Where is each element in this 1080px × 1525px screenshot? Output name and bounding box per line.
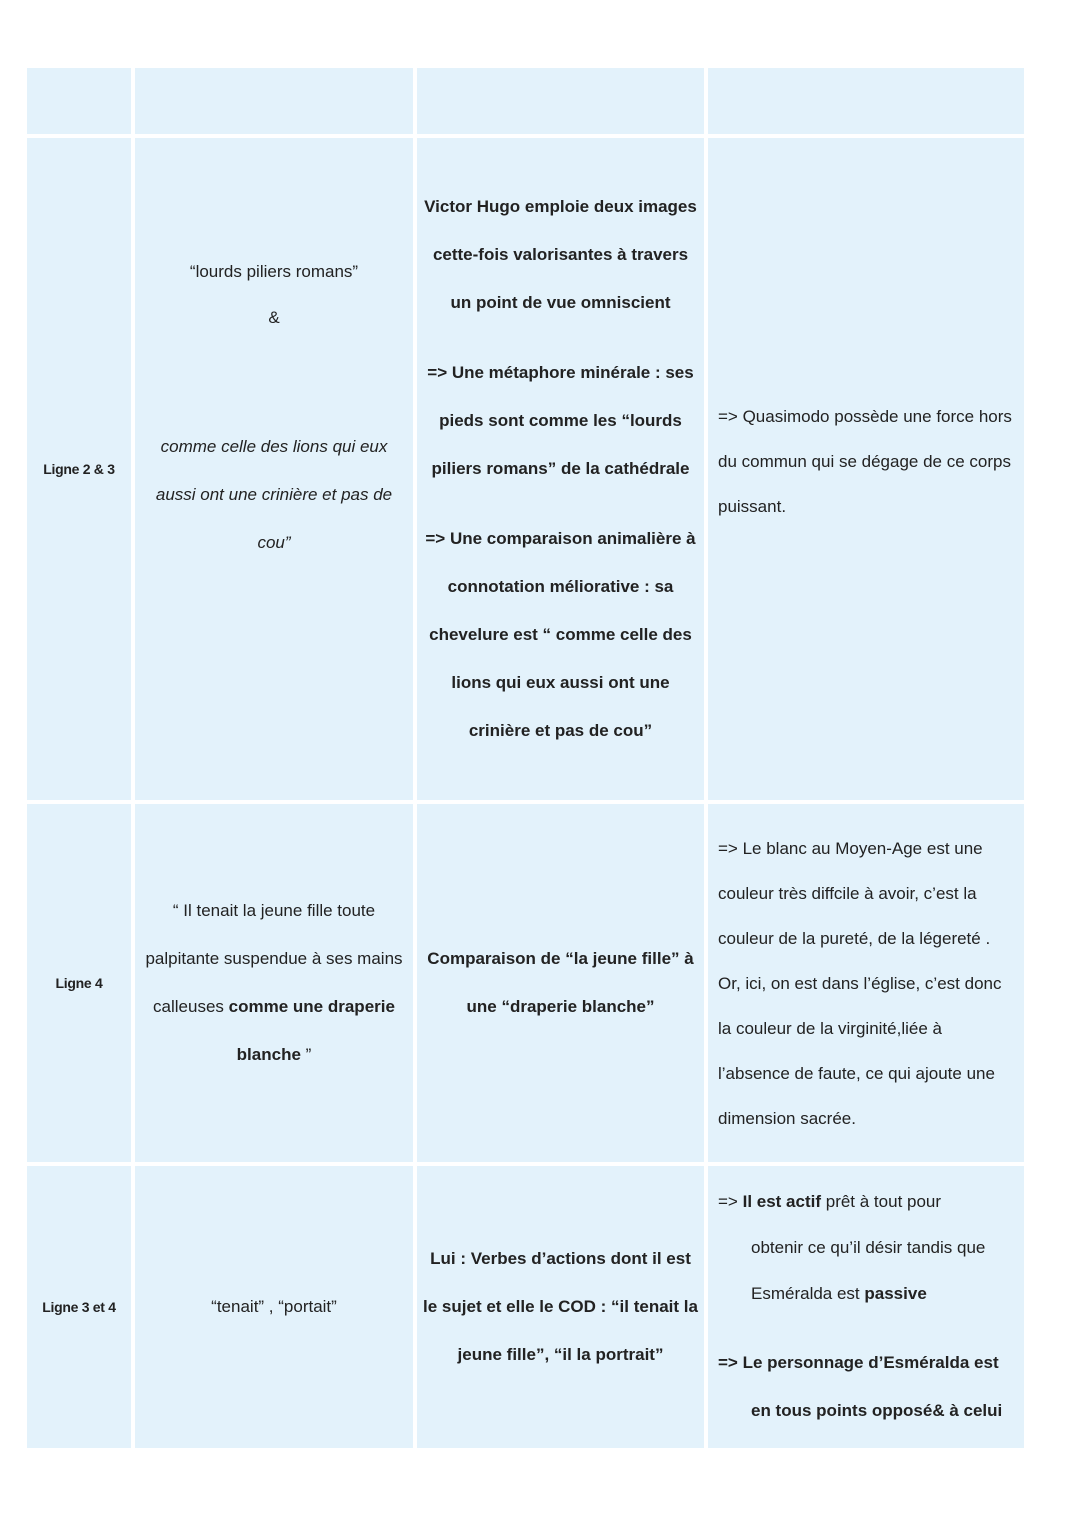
analysis-text: Comparaison de “la jeune fille” à une “draperie blanche” bbox=[427, 949, 694, 1016]
analysis-cell bbox=[417, 1166, 704, 1448]
quote-cell bbox=[135, 804, 413, 1162]
interpretation-text: Esméralda est passive bbox=[751, 1284, 927, 1303]
interpretation-cell bbox=[708, 138, 1024, 800]
analysis-cell bbox=[417, 138, 704, 800]
quote-text: “ Il tenait la jeune fille toute palpitante suspendue à ses mains calleuses comme une draperie blanche ” bbox=[145, 901, 403, 1064]
interpretation-cell bbox=[708, 804, 1024, 1162]
quote-text: “lourds piliers romans” bbox=[189, 262, 359, 281]
analysis-text: => Une comparaison animalière à connotation méliorative : sa chevelure est “ comme celle des lions qui eux aussi ont une crinière et pas de cou” bbox=[425, 529, 696, 740]
conclusion-text: en tous points opposé& à celui bbox=[751, 1401, 1003, 1420]
line-ref-cell bbox=[27, 1166, 131, 1448]
table-cell bbox=[708, 68, 1024, 134]
quote-text: “tenait” , “portait” bbox=[211, 1297, 337, 1316]
table-cell bbox=[417, 68, 704, 134]
quote-text: comme celle des lions qui eux aussi ont une crinière et pas de cou” bbox=[155, 437, 393, 552]
analysis-table bbox=[27, 68, 1024, 1452]
table-cell bbox=[27, 68, 131, 134]
line-ref: Ligne 4 bbox=[55, 975, 103, 991]
line-ref: Ligne 3 et 4 bbox=[42, 1299, 116, 1315]
interpretation-text: => Quasimodo possède une force hors du commun qui se dégage de ce corps puissant. bbox=[718, 407, 1012, 516]
table-row bbox=[27, 1166, 1024, 1448]
quote-cell bbox=[135, 1166, 413, 1448]
line-ref-cell bbox=[27, 804, 131, 1162]
table-row bbox=[27, 68, 1024, 134]
interpretation-cell bbox=[708, 1166, 1024, 1448]
table-row bbox=[27, 804, 1024, 1162]
quote-ampersand: & bbox=[268, 308, 280, 327]
table-cell bbox=[135, 68, 413, 134]
analysis-text: Victor Hugo emploie deux images cette-fois valorisantes à travers un point de vue omniscient bbox=[424, 197, 697, 312]
quote-cell bbox=[135, 138, 413, 800]
line-ref-cell bbox=[27, 138, 131, 800]
interpretation-text: obtenir ce qu’il désir tandis que bbox=[751, 1238, 986, 1257]
conclusion-text: => Le personnage d’Esméralda est bbox=[718, 1353, 999, 1372]
analysis-text: Lui : Verbes d’actions dont il est le sujet et elle le COD : “il tenait la jeune fille”, “il la portrait” bbox=[423, 1249, 698, 1364]
analysis-cell bbox=[417, 804, 704, 1162]
interpretation-text: => Il est actif prêt à tout pour bbox=[718, 1192, 942, 1211]
analysis-text: => Une métaphore minérale : ses pieds sont comme les “lourds piliers romans” de la cathédrale bbox=[427, 363, 694, 478]
table-row bbox=[27, 138, 1024, 800]
line-ref: Ligne 2 & 3 bbox=[43, 461, 115, 477]
interpretation-text: => Le blanc au Moyen-Age est une couleur très diffcile à avoir, c’est la couleur de la pureté, de la légereté . Or, ici, on est dans l’église, c’est donc la couleur de la virginité,liée à l’absence de faute, ce qui ajoute une dimension sacrée. bbox=[718, 838, 1002, 1128]
